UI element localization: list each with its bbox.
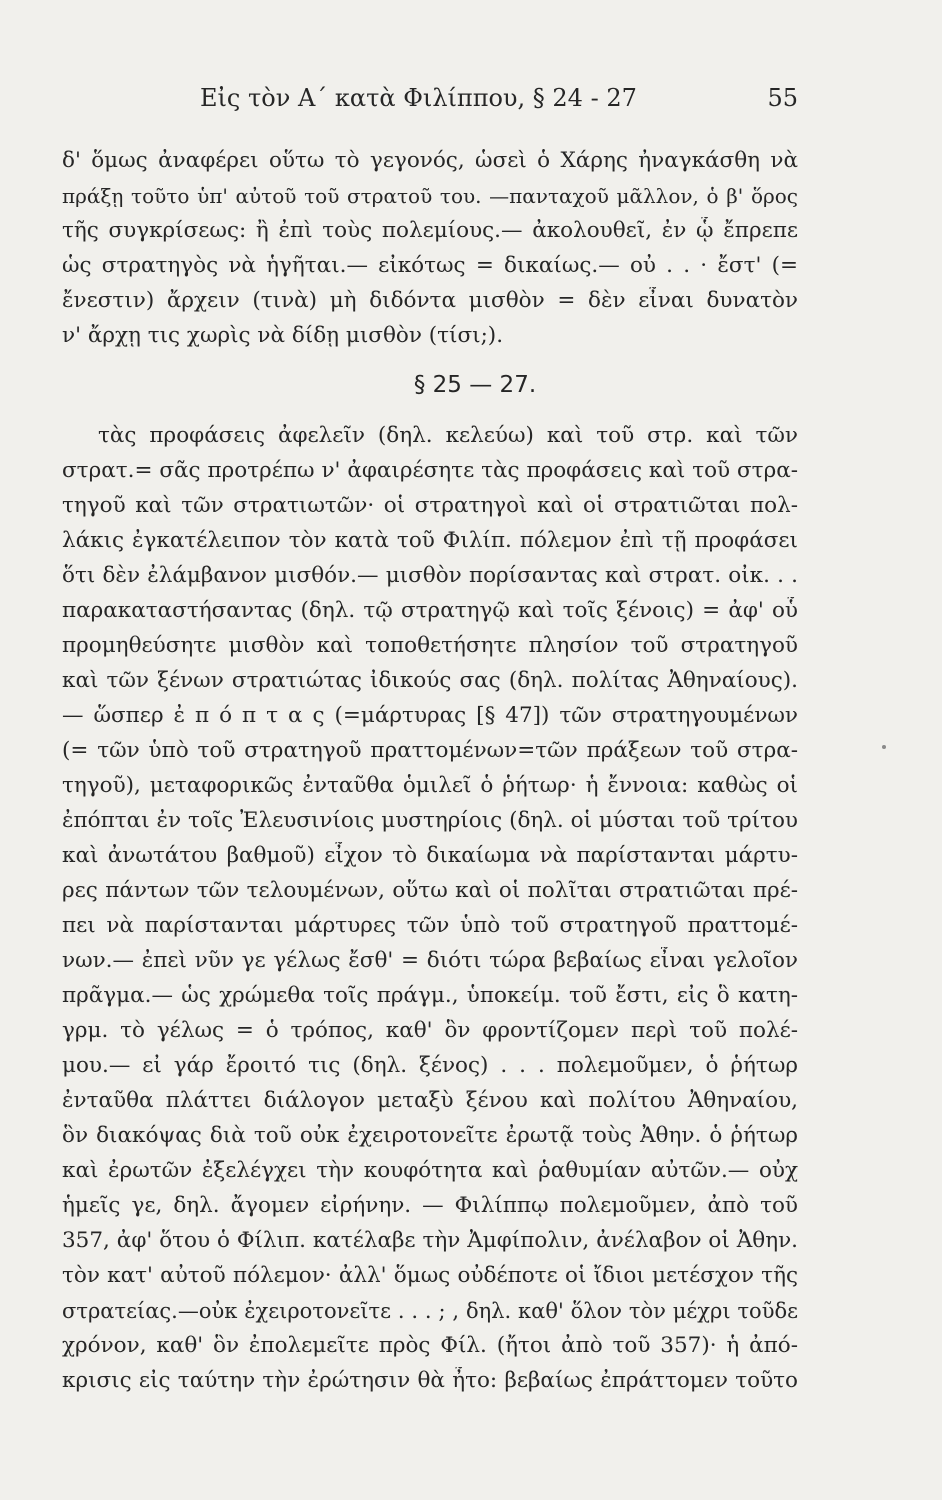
- text-line: ὅτι δὲν ἐλάμβανον μισθόν.— μισθὸν πορίσαντας καὶ στρατ. οἰκ. . .: [62, 563, 798, 588]
- text-line: (= τῶν ὑπὸ τοῦ στρατηγοῦ πραττομένων=τῶν πράξεων τοῦ στρα-: [62, 738, 798, 763]
- text-line: ν' ἄρχῃ τις χωρὶς νὰ δίδῃ μισθὸν (τίσι;).: [62, 323, 504, 348]
- text-line: στρατείας.—οὐκ ἐχειροτονεῖτε . . . ; , δηλ. καθ' ὅλον τὸν μέχρι τοῦδε: [62, 1299, 798, 1323]
- text-line: ὃν διακόψας διὰ τοῦ οὐκ ἐχειροτονεῖτε ἐρωτᾷ τοὺς Ἀθην. ὁ ῥήτωρ: [62, 1123, 798, 1148]
- text-line: δ' ὅμως ἀναφέρει οὕτω τὸ γεγονός, ὡσεὶ ὁ Χάρης ἠναγκάσθη νὰ: [62, 148, 798, 173]
- text-line: — ὥσπερ ἐ π ό π τ α ς (=μάρτυρας [§ 47]) τῶν στρατηγουμένων: [62, 703, 798, 728]
- text-line: τῆς συγκρίσεως: ἢ ἐπὶ τοὺς πολεμίους.— ἀκολουθεῖ, ἐν ᾧ ἔπρεπε: [62, 218, 798, 243]
- text-line: πράξῃ τοῦτο ὑπ' αὐτοῦ τοῦ στρατοῦ του. —πανταχοῦ μᾶλλον, ὁ β' ὅρος: [62, 184, 798, 208]
- text-line: τὰς προφάσεις ἀφελεῖν (δηλ. κελεύω) καὶ τοῦ στρ. καὶ τῶν: [98, 423, 798, 448]
- running-title: Εἰς τὸν Α΄ κατὰ Φιλίππου, § 24 - 27: [200, 84, 637, 112]
- text-line: ὡς στρατηγὸς νὰ ἡγῆται.— εἰκότως = δικαίως.— οὐ . . · ἔστ' (=: [62, 253, 798, 278]
- text-line: καὶ ἀνωτάτου βαθμοῦ) εἶχον τὸ δικαίωμα νὰ παρίστανται μάρτυ-: [62, 843, 798, 868]
- text-line: πρᾶγμα.— ὡς χρώμεθα τοῖς πράγμ., ὑποκείμ. τοῦ ἔστι, εἰς ὃ κατη-: [62, 983, 798, 1008]
- running-head: [62, 84, 798, 118]
- text-line: ἐπόπται ἐν τοῖς Ἐλευσινίοις μυστηρίοις (δηλ. οἱ μύσται τοῦ τρίτου: [62, 808, 798, 833]
- text-line: κρισις εἰς ταύτην τὴν ἐρώτησιν θὰ ἦτο: βεβαίως ἐπράττομεν τοῦτο: [62, 1368, 798, 1393]
- text-line: ἡμεῖς γε, δηλ. ἄγομεν εἰρήνην. — Φιλίππῳ πολεμοῦμεν, ἀπὸ τοῦ: [62, 1193, 798, 1218]
- text-line: γρμ. τὸ γέλως = ὁ τρόπος, καθ' ὃν φροντίζομεν περὶ τοῦ πολέ-: [62, 1018, 798, 1043]
- text-line: προμηθεύσητε μισθὸν καὶ τοποθετήσητε πλησίον τοῦ στρατηγοῦ: [62, 633, 798, 658]
- text-line: παρακαταστήσαντας (δηλ. τῷ στρατηγῷ καὶ τοῖς ξένοις) = ἀφ' οὗ: [62, 598, 798, 623]
- page-number: 55: [767, 84, 798, 112]
- text-line: μου.— εἰ γάρ ἔροιτό τις (δηλ. ξένος) . . . πολεμοῦμεν, ὁ ῥήτωρ: [62, 1053, 798, 1078]
- text-line: τηγοῦ καὶ τῶν στρατιωτῶν· οἱ στρατηγοὶ καὶ οἱ στρατιῶται πολ-: [62, 493, 798, 518]
- text-line: λάκις ἐγκατέλειπον τὸν κατὰ τοῦ Φιλίπ. πόλεμον ἐπὶ τῇ προφάσει: [62, 528, 798, 553]
- paper-speck: [882, 745, 886, 749]
- text-line: καὶ τῶν ξένων στρατιώτας ἰδικούς σας (δηλ. πολίτας Ἀθηναίους).: [62, 668, 798, 693]
- text-line: πει νὰ παρίστανται μάρτυρες τῶν ὑπὸ τοῦ στρατηγοῦ πραττομέ-: [62, 913, 798, 938]
- text-line: καὶ ἐρωτῶν ἐξελέγχει τὴν κουφότητα καὶ ῥαθυμίαν αὐτῶν.— οὐχ: [62, 1158, 798, 1183]
- text-line: 357, ἀφ' ὅτου ὁ Φίλιπ. κατέλαβε τὴν Ἀμφίπολιν, ἀνέλαβον οἱ Ἀθην.: [62, 1228, 798, 1253]
- section-heading: § 25 — 27.: [413, 372, 537, 398]
- text-line: ρες πάντων τῶν τελουμένων, οὕτω καὶ οἱ πολῖται στρατιῶται πρέ-: [62, 878, 798, 903]
- text-line: τὸν κατ' αὐτοῦ πόλεμον· ἀλλ' ὅμως οὐδέποτε οἱ ἴδιοι μετέσχον τῆς: [62, 1263, 798, 1288]
- text-line: ἔνεστιν) ἄρχειν (τινὰ) μὴ διδόντα μισθὸν = δὲν εἶναι δυνατὸν: [62, 288, 798, 313]
- text-line: νων.— ἐπεὶ νῦν γε γέλως ἔσθ' = διότι τώρα βεβαίως εἶναι γελοῖον: [62, 948, 798, 973]
- text-line: τηγοῦ), μεταφορικῶς ἐνταῦθα ὁμιλεῖ ὁ ῥήτωρ· ἡ ἔννοια: καθὼς οἱ: [62, 773, 798, 798]
- text-line: χρόνον, καθ' ὃν ἐπολεμεῖτε πρὸς Φίλ. (ἤτοι ἀπὸ τοῦ 357)· ἡ ἀπό-: [62, 1333, 798, 1358]
- text-line: στρατ.= σᾶς προτρέπω ν' ἀφαιρέσητε τὰς προφάσεις καὶ τοῦ στρα-: [62, 458, 798, 483]
- text-line: ἐνταῦθα πλάττει διάλογον μεταξὺ ξένου καὶ πολίτου Ἀθηναίου,: [62, 1088, 798, 1113]
